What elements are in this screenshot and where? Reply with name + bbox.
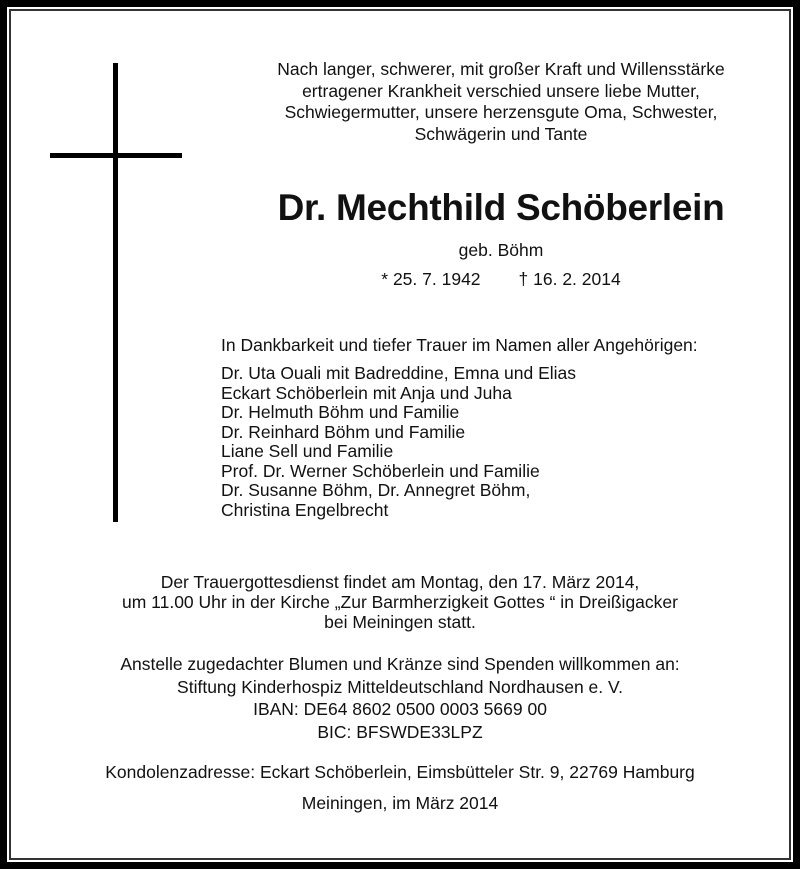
deceased-name: Dr. Mechthild Schöberlein [277,187,725,228]
iban: IBAN: DE64 8602 0500 0003 5669 00 [253,699,547,719]
intro-line: Schwiegermutter, unsere herzensgute Oma, Schwester, [284,102,718,122]
mourner-name: Liane Sell und Familie [221,441,394,461]
mourner-name: Dr. Susanne Böhm, Dr. Annegret Böhm, [221,480,531,500]
intro-line: Nach langer, schwerer, mit großer Kraft und Willensstärke [277,59,725,79]
life-dates [226,268,776,290]
birth-date: * 25. 7. 1942 [381,269,481,289]
service-line: bei Meiningen statt. [324,612,476,632]
mourner-name: Dr. Reinhard Böhm und Familie [221,421,466,442]
service-line: Der Trauergottesdienst findet am Montag, den 17. März 2014, [160,572,640,592]
intro-text [226,59,776,145]
mourner-name: Eckart Schöberlein mit Anja und Juha [221,382,512,403]
place-date: Meiningen, im März 2014 [301,793,499,813]
mourner-name: Dr. Uta Ouali mit Badreddine, Emna und Elias [221,363,577,383]
birth-name: geb. Böhm [458,240,544,260]
condolence-address: Kondolenzadresse: Eckart Schöberlein, Eimsbütteler Str. 9, 22769 Hamburg [105,762,695,782]
intro-line: ertragener Krankheit verschied unsere liebe Mutter, [302,80,700,101]
mourners-heading: In Dankbarkeit und tiefer Trauer im Namen aller Angehörigen: [221,335,698,355]
cross-horizontal-bar [50,153,182,158]
service-line: um 11.00 Uhr in der Kirche „Zur Barmherzigkeit Gottes “ in Dreißigacker [122,592,678,612]
donation-line: Stiftung Kinderhospiz Mitteldeutschland Nordhausen e. V. [177,676,623,697]
donation-line: Anstelle zugedachter Blumen und Kränze sind Spenden willkommen an: [120,654,680,674]
intro-line: Schwägerin und Tante [414,123,588,144]
mourner-name: Christina Engelbrecht [221,499,389,520]
mourner-name: Prof. Dr. Werner Schöberlein und Familie [221,460,540,481]
mourner-name: Dr. Helmuth Böhm und Familie [221,402,460,422]
death-date: † 16. 2. 2014 [518,269,621,289]
mourners-list [221,364,576,520]
donation-info [0,653,800,743]
cross-vertical-bar [113,63,118,522]
service-info [0,572,800,632]
bic: BIC: BFSWDE33LPZ [317,721,483,742]
